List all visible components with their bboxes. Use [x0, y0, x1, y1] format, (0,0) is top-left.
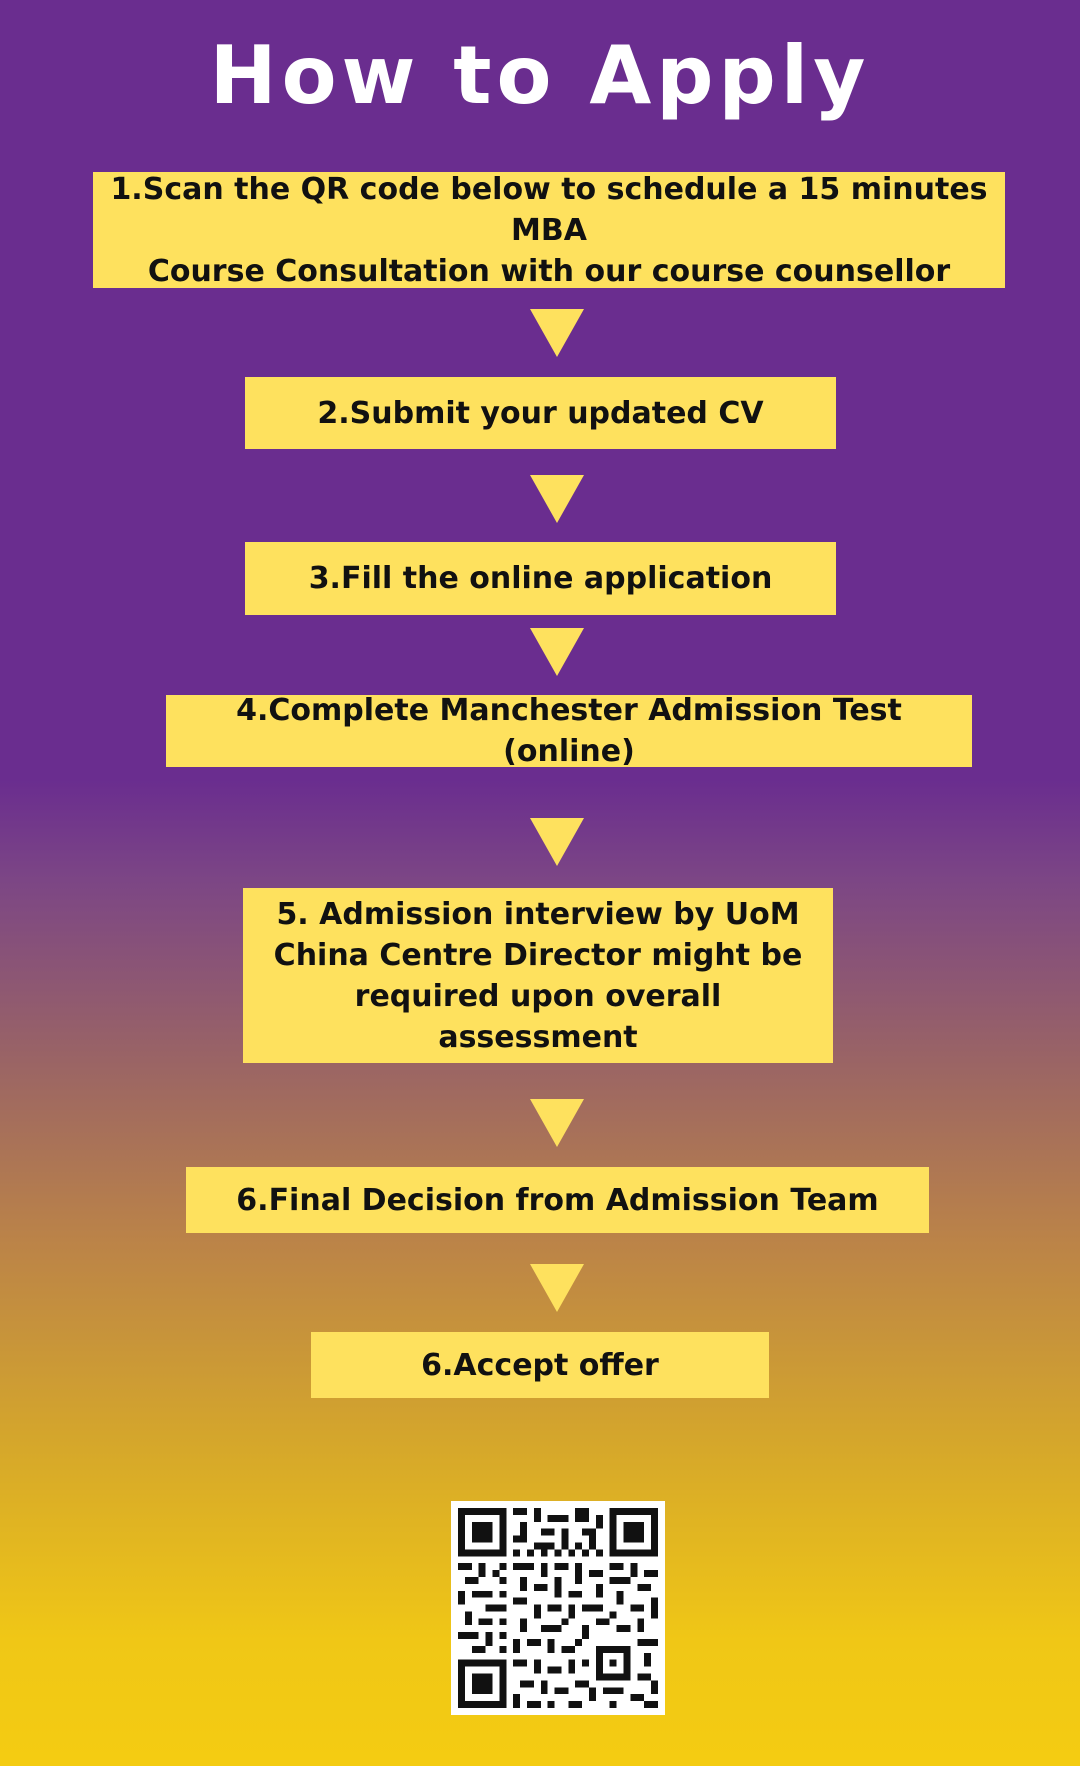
- qr-code: [451, 1501, 665, 1715]
- arrow-down-icon: [530, 818, 584, 866]
- arrow-down-icon: [530, 1099, 584, 1147]
- step-5-box: 5. Admission interview by UoM China Centre Director might be required upon overall assessment: [243, 888, 833, 1063]
- step-6-box: 6.Final Decision from Admission Team: [186, 1167, 929, 1233]
- step-4-box: 4.Complete Manchester Admission Test (online): [166, 695, 972, 767]
- step-2-box: 2.Submit your updated CV: [245, 377, 836, 449]
- arrow-down-icon: [530, 1264, 584, 1312]
- step-1-box: 1.Scan the QR code below to schedule a 15 minutes MBA Course Consultation with our course counsellor: [93, 172, 1005, 288]
- arrow-down-icon: [530, 628, 584, 676]
- arrow-down-icon: [530, 309, 584, 357]
- step-3-box: 3.Fill the online application: [245, 542, 836, 615]
- page-title: How to Apply: [209, 29, 871, 122]
- step-7-box: 6.Accept offer: [311, 1332, 769, 1398]
- arrow-down-icon: [530, 475, 584, 523]
- qr-code-icon: [458, 1508, 658, 1708]
